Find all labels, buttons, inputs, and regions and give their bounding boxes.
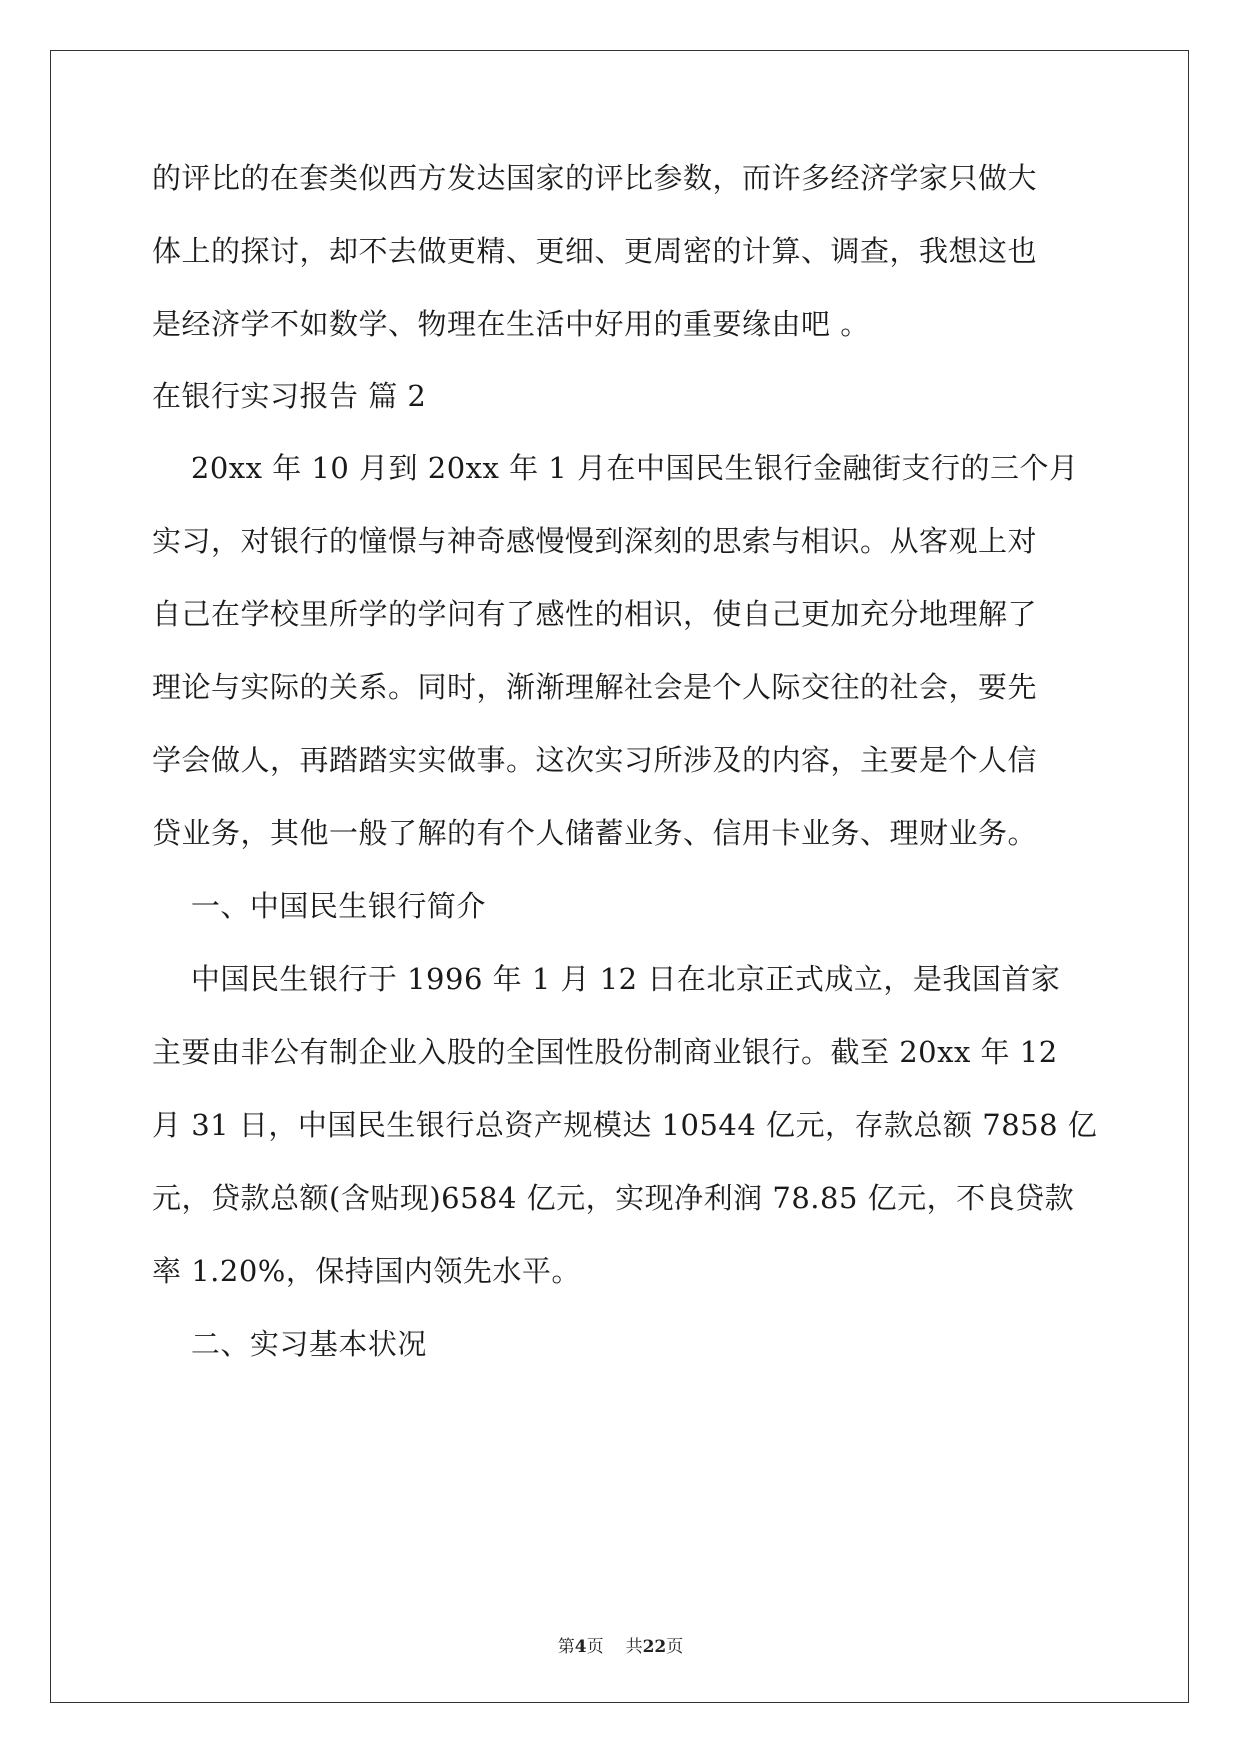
current-page-number: 4 — [574, 1637, 587, 1657]
subsection-heading: 一、中国民生银行简介 — [152, 889, 486, 923]
paragraph-line: 理论与实际的关系。同时，渐渐理解社会是个人际交往的社会，要先 — [152, 670, 1038, 704]
footer-page-suffix: 页 — [586, 1637, 604, 1657]
paragraph-line: 学会做人，再踏踏实实做事。这次实习所涉及的内容，主要是个人信 — [152, 743, 1038, 777]
subsection-heading: 二、实习基本状况 — [152, 1327, 427, 1361]
paragraph-line: 主要由非公有制企业入股的全国性股份制商业银行。截至 20xx 年 12 — [152, 1035, 1058, 1069]
paragraph-line: 中国民生银行于 1996 年 1 月 12 日在北京正式成立，是我国首家 — [152, 962, 1061, 996]
paragraph-line: 自己在学校里所学的学问有了感性的相识，使自己更加充分地理解了 — [152, 597, 1038, 631]
footer-prefix: 第 — [557, 1637, 575, 1657]
footer-total-prefix: 共 — [625, 1637, 643, 1657]
paragraph-line: 贷业务，其他一般了解的有个人储蓄业务、信用卡业务、理财业务。 — [152, 816, 1038, 850]
paragraph-line: 元，贷款总额(含贴现)6584 亿元，实现净利润 78.85 亿元，不良贷款 — [152, 1181, 1075, 1215]
page-border — [50, 50, 1189, 1703]
paragraph-line: 体上的探讨，却不去做更精、更细、更周密的计算、调查，我想这也 — [152, 234, 1038, 268]
paragraph-line: 实习，对银行的憧憬与神奇感慢慢到深刻的思索与相识。从客观上对 — [152, 524, 1038, 558]
paragraph-line: 20xx 年 10 月到 20xx 年 1 月在中国民生银行金融街支行的三个月 — [152, 451, 1079, 485]
paragraph-line: 率 1.20%，保持国内领先水平。 — [152, 1254, 581, 1288]
paragraph-line: 是经济学不如数学、物理在生活中好用的重要缘由吧 。 — [152, 307, 870, 341]
paragraph-line: 的评比的在套类似西方发达国家的评比参数，而许多经济学家只做大 — [152, 161, 1038, 195]
footer-total-suffix: 页 — [666, 1637, 684, 1657]
page-footer — [0, 1632, 1241, 1657]
section-heading: 在银行实习报告 篇 2 — [152, 379, 427, 413]
paragraph-line: 月 31 日，中国民生银行总资产规模达 10544 亿元，存款总额 7858 亿 — [152, 1108, 1098, 1142]
total-pages-number: 22 — [642, 1637, 667, 1657]
